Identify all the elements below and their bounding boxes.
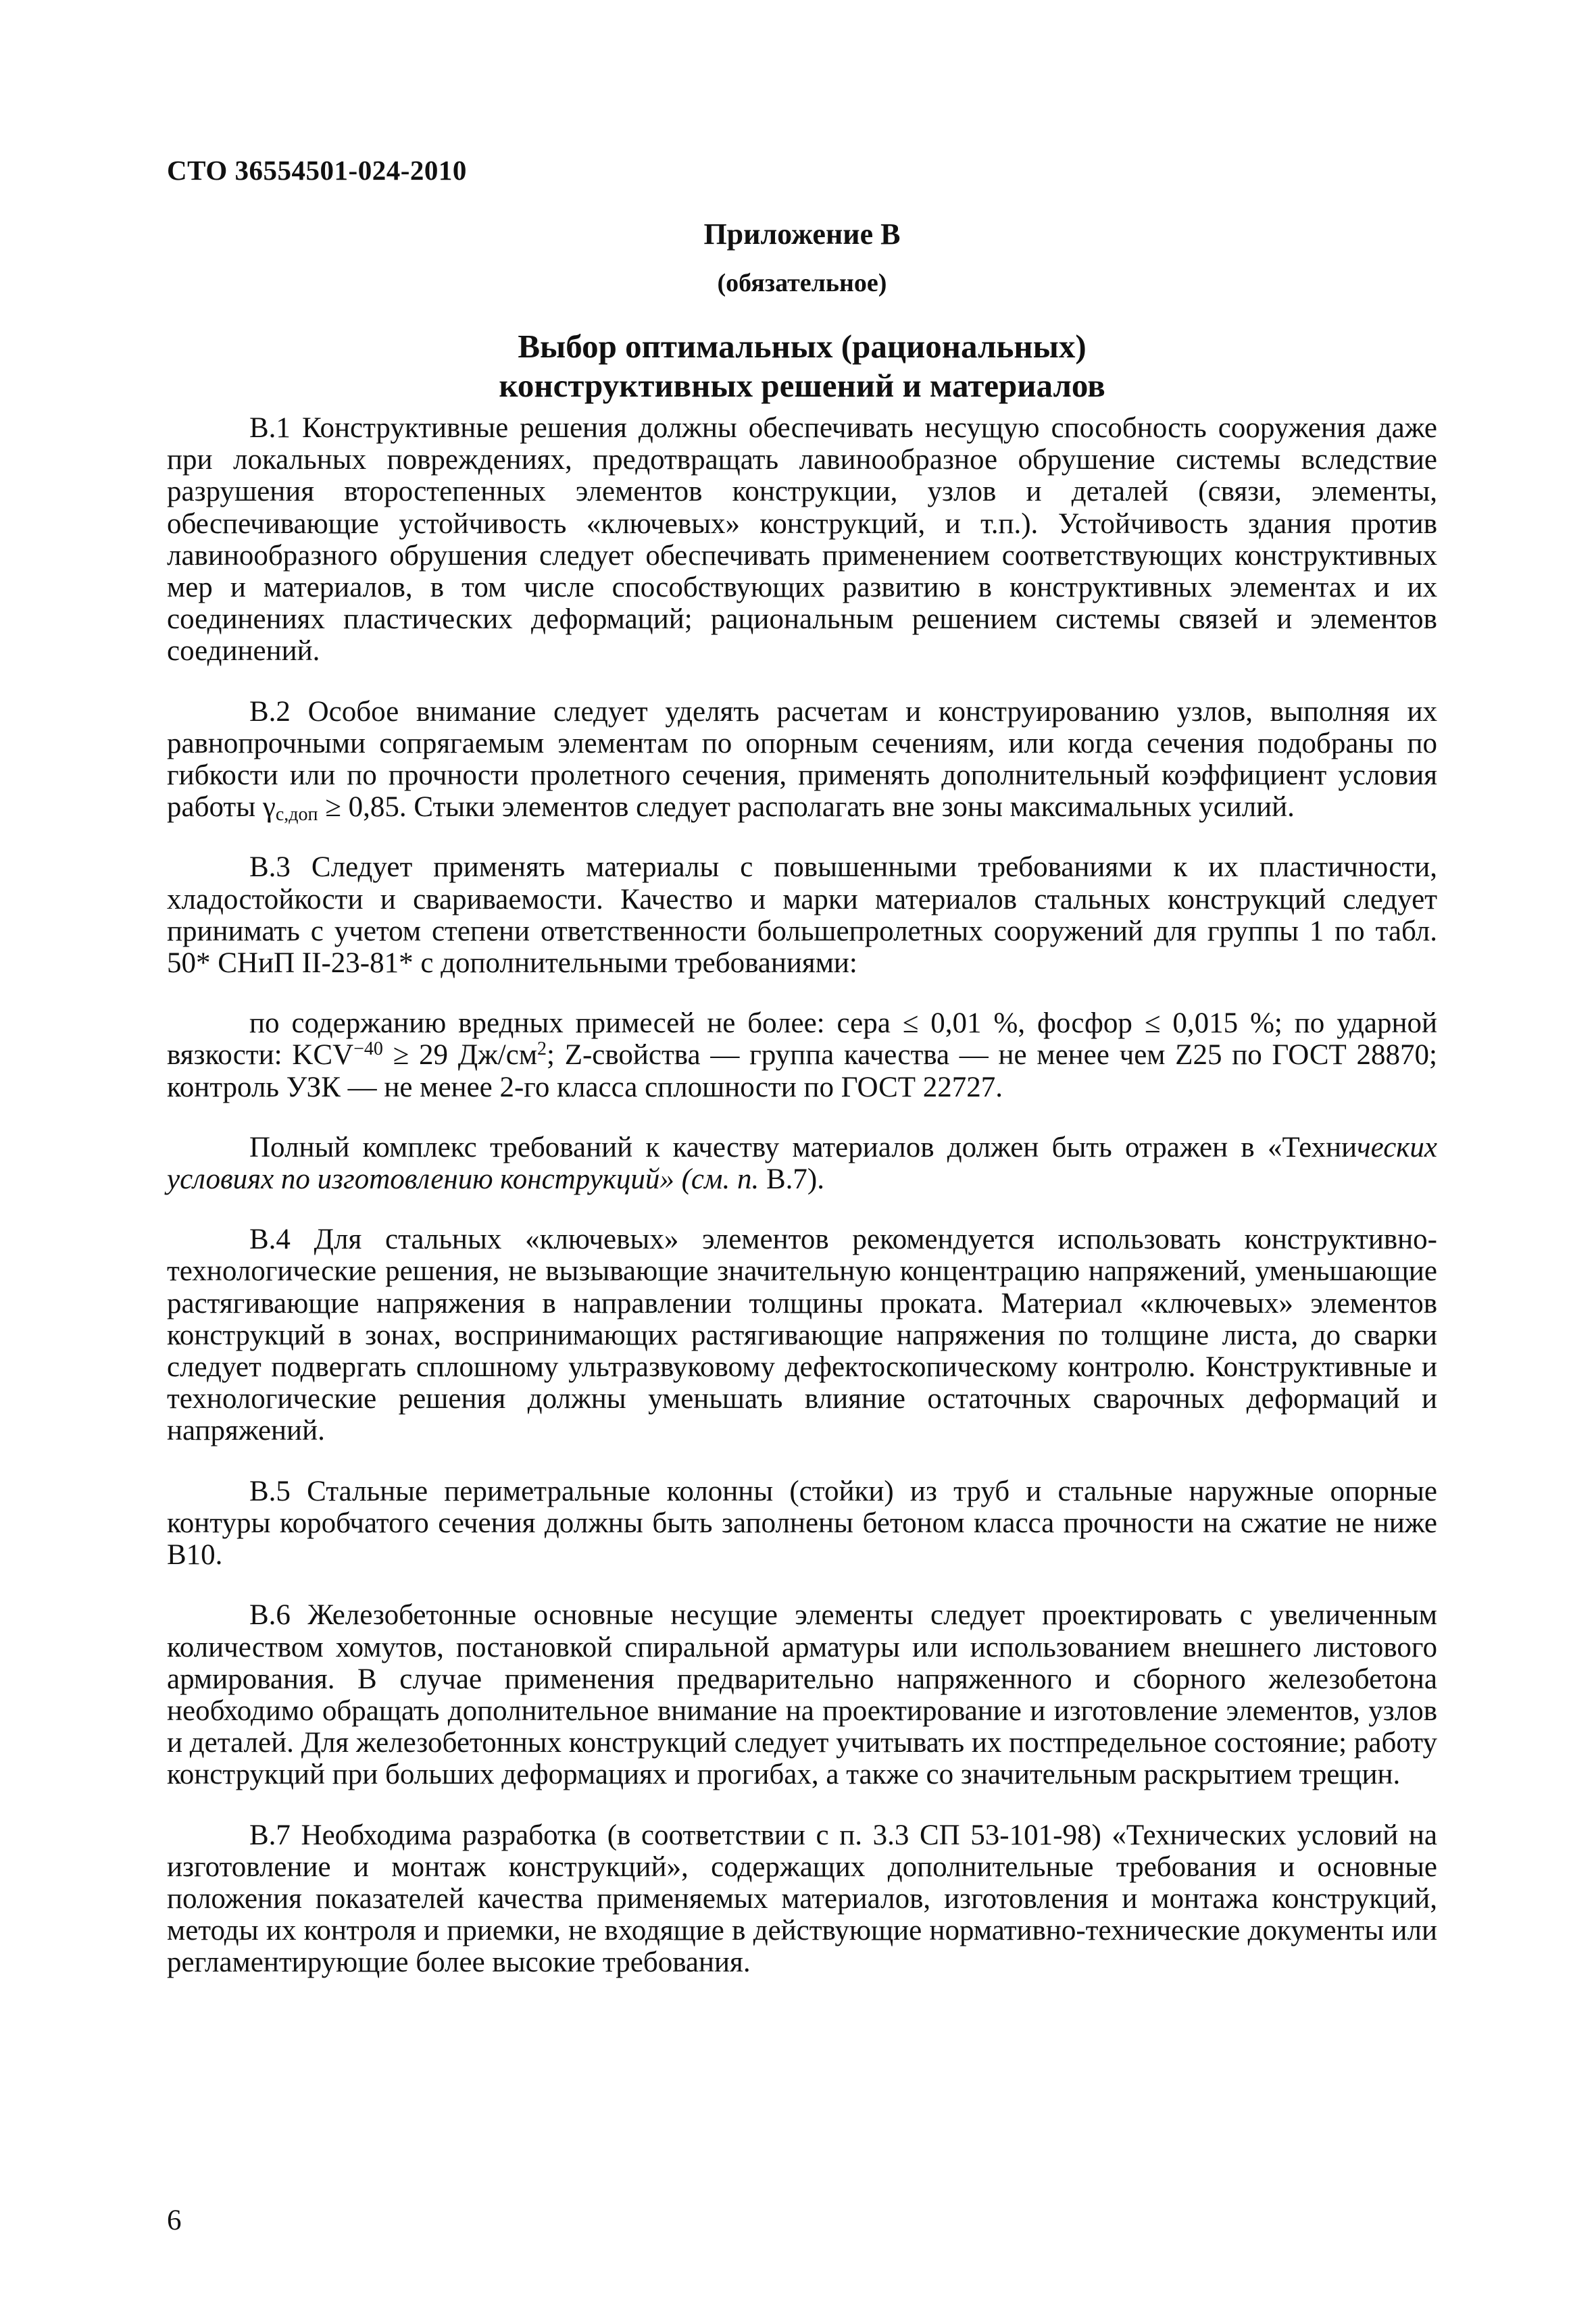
paragraph-b1: В.1 Конструктивные решения должны обеспечивать несущую способность сооружения даже при локальных повреждениях, предотвращать лавинообразное обрушение системы вследствие разрушения второстепенных элементов конструкции, узлов и деталей (связи, элементы, обеспечивающие устойчивость «ключевых» конструкций, и т.п.). Устойчивость здания против лавинообразного обрушения следует обеспечивать применением соответствующих конструктивных мер и материалов, в том числе способствующих развитию в конструктивных элементах и их соединениях пластических деформаций; рациональным решением системы связей и элементов соединений. <box>167 412 1437 668</box>
coefficient-subscript: с,доп <box>275 804 318 826</box>
paragraph-b3-complex <box>167 1132 1437 1195</box>
paragraph-b3: В.3 Следует применять материалы с повышенными требованиями к их пластичности, хладостойкости и свариваемости. Качество и марки материалов стальных конструкций следует принимать с учетом степени ответственности большепролетных сооружений для группы 1 по табл. 50* СНиП II-23-81* с дополнительными требованиями: <box>167 851 1437 980</box>
paragraph-b3-impurities <box>167 1007 1437 1103</box>
annex-status: (обязательное) <box>717 269 887 297</box>
kcv-superscript: −40 <box>353 1038 383 1060</box>
document-code: СТО 36554501-024-2010 <box>167 155 467 186</box>
paragraph-b4: В.4 Для стальных «ключевых» элементов рекомендуется использовать конструктивно-технологические решения, не вызывающие значительную концентрацию напряжений, уменьшающие растягивающие напряжения в направлении толщины проката. Материал «ключевых» элементов конструкций в зонах, воспринимающих растягивающие напряжения по толщине листа, до сварки следует подвергать сплошному ультразвуковому дефектоскопическому контролю. Конструктивные и технологические решения должны уменьшать влияние остаточных сварочных деформаций и напряжений. <box>167 1224 1437 1447</box>
annex-subject-line-2: конструктивных решений и материалов <box>499 367 1105 404</box>
paragraph-b2 <box>167 696 1437 824</box>
paragraph-b7: В.7 Необходима разработка (в соответствии с п. 3.3 СП 53-101-98) «Технических условий на изготовление и монтаж конструкций», содержащих дополнительные требования и основные положения показателей качества применяемых материалов, изготовления и монтажа конструкций, методы их контроля и приемки, не входящие в действующие нормативно-технические документы или регламентирующие более высокие требования. <box>167 1819 1437 1979</box>
annex-heading <box>167 215 1437 405</box>
paragraph-b2-text-start: В.2 Особое внимание следует уделять расчетам и конструированию узлов, выполняя их равнопрочными сопрягаемым элементам по опорным сечениям, или когда сечения подобраны по гибкости или по прочности пролетного сечения, применять дополнительный коэффициент условия работы γ <box>167 695 1437 824</box>
impurities-text-1: по содержанию вредных примесей не более: сера ≤ 0,01 %, фосфор ≤ 0,015 %; по ударной вязкости: KCV <box>167 1007 1437 1072</box>
annex-body <box>167 412 1437 1979</box>
paragraph-b5: В.5 Стальные периметральные колонны (стойки) из труб и стальные наружные опорные контуры коробчатого сечения должны быть заполнены бетоном класса прочности на сжатие не ниже В10. <box>167 1475 1437 1571</box>
page-number: 6 <box>167 2205 182 2236</box>
annex-subject-line-1: Выбор оптимальных (рациональных) <box>518 328 1087 365</box>
complex-text-start: Полный комплекс требований к качеству материалов должен быть отражен в «Техни <box>249 1131 1357 1163</box>
annex-subject <box>167 327 1437 405</box>
complex-text-end: В.7). <box>759 1163 824 1196</box>
impurities-text-3: ; Z-свойства — группа качества — не менее чем Z25 по ГОСТ 28870; контроль УЗК — не менее 2-го класса сплошности по ГОСТ 22727. <box>167 1039 1437 1103</box>
paragraph-b2-text-end: ≥ 0,85. Стыки элементов следует располагать вне зоны максимальных усилий. <box>318 791 1295 824</box>
annex-title: Приложение В <box>703 218 901 251</box>
cm-squared-superscript: 2 <box>537 1038 547 1060</box>
complex-text-italic: ческих условиях по изготовлению конструкций» (см. п. <box>167 1131 1437 1196</box>
impurities-text-2: ≥ 29 Дж/см <box>382 1039 538 1072</box>
paragraph-b6: В.6 Железобетонные основные несущие элементы следует проектировать с увеличенным количеством хомутов, постановкой спиральной арматуры или использованием внешнего листового армирования. В случае применения предварительно напряженного и сборного железобетона необходимо обращать дополнительное внимание на проектирование и изготовление элементов, узлов и деталей. Для железобетонных конструкций следует учитывать их постпредельное состояние; работу конструкций при больших деформациях и прогибах, а также со значительным раскрытием трещин. <box>167 1599 1437 1791</box>
